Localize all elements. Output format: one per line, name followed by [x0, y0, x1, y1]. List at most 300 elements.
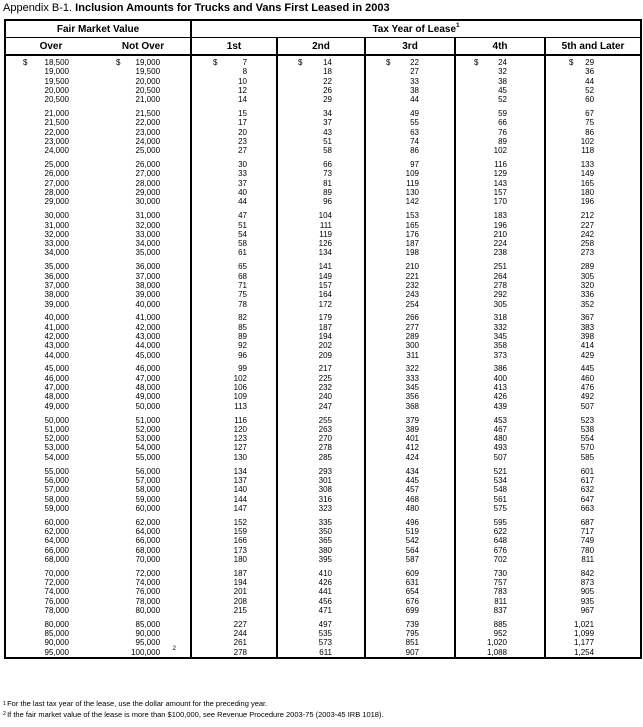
column-header-1st: 1st	[191, 38, 277, 56]
cell-value: 221	[405, 271, 420, 281]
cell-value: 39,000	[135, 290, 161, 300]
cell-value: 147	[233, 503, 248, 513]
cell-value: 43,000	[135, 331, 161, 341]
cell-value: 45,000	[135, 350, 161, 360]
table-cell	[277, 360, 365, 374]
table-cell	[545, 648, 641, 658]
cell-value: 1,177	[574, 638, 595, 648]
cell-value: 368	[405, 401, 420, 411]
cell-value: 20,500	[135, 85, 161, 95]
column-header-3rd: 3rd	[365, 38, 455, 56]
cell-value: 55,000	[135, 452, 161, 462]
cell-value: 468	[405, 494, 420, 504]
table-cell	[5, 55, 96, 67]
table-cell	[191, 272, 277, 281]
table-cell	[545, 179, 641, 188]
table-cell	[191, 207, 277, 221]
cell-value: 127	[233, 443, 248, 453]
table-cell	[96, 128, 191, 137]
table-cell	[5, 425, 96, 434]
cell-value: 32,000	[135, 220, 161, 230]
cell-value: 453	[493, 415, 508, 425]
table-row	[5, 383, 641, 392]
cell-value: 58,000	[44, 494, 69, 504]
cell-value: 676	[405, 596, 420, 606]
cell-value: 43	[323, 127, 333, 137]
cell-value: 434	[405, 466, 420, 476]
not-over-footnote-marker: 2	[172, 645, 177, 652]
cell-value: 89	[498, 136, 508, 146]
cell-value: 676	[493, 545, 508, 555]
table-cell	[5, 77, 96, 86]
table-cell	[96, 207, 191, 221]
cell-value: 86	[410, 146, 420, 156]
table-cell	[191, 485, 277, 494]
table-row	[5, 239, 641, 248]
table-cell	[545, 606, 641, 615]
table-cell	[365, 578, 455, 587]
cell-value: 64,000	[44, 536, 69, 546]
table-cell	[545, 188, 641, 197]
table-cell	[5, 332, 96, 341]
table-cell	[191, 392, 277, 401]
cell-value: 278	[318, 443, 333, 453]
cell-value: 141	[318, 262, 333, 272]
table-cell	[545, 476, 641, 485]
table-cell	[277, 555, 365, 564]
cell-value: 480	[405, 503, 420, 513]
table-cell	[96, 476, 191, 485]
cell-value: 227	[233, 619, 248, 629]
table-cell	[277, 425, 365, 434]
table-cell	[455, 55, 545, 67]
cell-value: 548	[493, 485, 508, 495]
cell-value: 123	[233, 434, 248, 444]
cell-value: 285	[318, 452, 333, 462]
cell-value: 52	[585, 85, 595, 95]
table-row	[5, 587, 641, 596]
table-cell	[191, 146, 277, 155]
cell-value: 585	[580, 452, 595, 462]
table-cell	[455, 555, 545, 564]
table-cell	[277, 578, 365, 587]
cell-value: 96	[238, 350, 248, 360]
cell-value: 445	[580, 364, 595, 374]
cell-value: 224	[493, 239, 508, 249]
table-cell	[191, 513, 277, 527]
table-cell	[5, 272, 96, 281]
cell-value: 780	[580, 545, 595, 555]
table-cell	[5, 485, 96, 494]
table-cell	[96, 546, 191, 555]
cell-value: 66	[323, 160, 333, 170]
table-cell	[5, 290, 96, 299]
table-cell	[277, 137, 365, 146]
header-columns-row	[5, 38, 641, 56]
cell-value: 32,000	[44, 229, 69, 239]
table-cell	[277, 443, 365, 452]
table-cell	[277, 476, 365, 485]
table-row	[5, 332, 641, 341]
table-cell	[277, 188, 365, 197]
table-cell	[5, 383, 96, 392]
cell-value: 134	[233, 466, 248, 476]
cell-value: 535	[318, 629, 333, 639]
cell-value: 811	[581, 554, 595, 564]
cell-value: 333	[405, 373, 420, 383]
cell-value: 64,000	[135, 527, 161, 536]
cell-value: 40,000	[44, 313, 69, 323]
table-cell	[277, 248, 365, 257]
table-cell	[365, 67, 455, 76]
table-cell	[96, 485, 191, 494]
cell-value: 89	[323, 188, 333, 198]
table-cell	[365, 55, 455, 67]
cell-value: 358	[493, 341, 508, 351]
table-cell	[191, 615, 277, 629]
cell-value: 601	[580, 466, 595, 476]
table-cell	[5, 95, 96, 104]
cell-value: 564	[405, 545, 420, 555]
table-cell	[191, 443, 277, 452]
table-cell	[96, 434, 191, 443]
cell-value: 66	[498, 118, 508, 128]
table-cell	[365, 425, 455, 434]
table-cell	[365, 137, 455, 146]
cell-value: 48,000	[44, 392, 69, 402]
table-cell	[5, 453, 96, 462]
table-cell	[365, 341, 455, 350]
cell-value: 47	[238, 211, 248, 221]
cell-value: 37,000	[44, 280, 69, 290]
table-cell	[365, 300, 455, 309]
table-cell	[545, 485, 641, 494]
table-cell	[5, 638, 96, 647]
cell-value: 34	[323, 109, 333, 119]
cell-value: 365	[318, 536, 333, 546]
table-cell	[5, 597, 96, 606]
cell-value: 202	[318, 341, 333, 351]
table-cell	[455, 425, 545, 434]
cell-value: 60	[585, 95, 595, 105]
table-cell	[365, 230, 455, 239]
cell-value: 20	[238, 127, 248, 137]
table-cell	[365, 546, 455, 555]
table-cell	[191, 629, 277, 638]
table-cell	[455, 197, 545, 206]
cell-value: 89	[238, 331, 248, 341]
table-cell	[5, 513, 96, 527]
cell-value: 86	[585, 127, 595, 137]
cell-value: 757	[493, 578, 508, 588]
cell-value: 521	[493, 466, 508, 476]
table-cell	[5, 606, 96, 615]
table-row	[5, 77, 641, 86]
table-cell	[96, 597, 191, 606]
table-cell	[5, 402, 96, 411]
cell-value: 44,000	[44, 350, 69, 360]
table-cell	[5, 495, 96, 504]
cell-value: 159	[233, 527, 248, 536]
table-cell	[5, 137, 96, 146]
column-header-2nd: 2nd	[277, 38, 365, 56]
cell-value: 460	[580, 373, 595, 383]
cell-value: 140	[233, 485, 248, 495]
table-cell	[455, 629, 545, 638]
table-cell	[191, 587, 277, 596]
table-cell	[277, 239, 365, 248]
cell-value: 30,000	[135, 197, 161, 207]
table-cell	[277, 128, 365, 137]
cell-value: 45,000	[44, 364, 69, 374]
cell-value: 456	[318, 596, 333, 606]
table-cell	[191, 648, 277, 658]
table-cell	[365, 309, 455, 323]
table-cell	[455, 300, 545, 309]
table-cell	[365, 536, 455, 545]
cell-value: 34,000	[135, 239, 161, 249]
table-row	[5, 104, 641, 118]
table-cell	[455, 281, 545, 290]
cell-value: 400	[493, 373, 508, 383]
table-cell	[455, 578, 545, 587]
cell-value: 165	[580, 178, 595, 188]
cell-value: 383	[580, 322, 595, 332]
cell-value: 27,000	[44, 178, 69, 188]
cell-value: 1,099	[574, 629, 595, 639]
cell-value: 33,000	[44, 239, 69, 249]
table-row	[5, 425, 641, 434]
cell-value: 471	[318, 605, 333, 615]
cell-value: 311	[406, 350, 420, 360]
cell-value: 622	[493, 527, 508, 536]
table-row	[5, 351, 641, 360]
cell-value: 380	[318, 545, 333, 555]
table-row	[5, 615, 641, 629]
cell-value: 238	[493, 248, 508, 258]
cell-value: 292	[493, 290, 508, 300]
cell-value: 76	[498, 127, 508, 137]
cell-value: 102	[580, 136, 595, 146]
table-cell	[545, 290, 641, 299]
table-cell	[545, 221, 641, 230]
table-cell	[277, 281, 365, 290]
cell-value: 165	[405, 220, 420, 230]
table-cell	[365, 281, 455, 290]
cell-value: 32	[498, 67, 508, 77]
table-cell	[5, 156, 96, 170]
table-row	[5, 629, 641, 638]
cell-value: 22,000	[135, 118, 161, 128]
table-cell	[545, 555, 641, 564]
table-cell	[277, 638, 365, 647]
cell-value: 492	[580, 392, 595, 402]
cell-value: 851	[405, 638, 420, 648]
table-cell	[455, 648, 545, 658]
table-cell	[5, 197, 96, 206]
cell-value: 143	[493, 178, 508, 188]
cell-value: 46,000	[44, 373, 69, 383]
cell-value: 426	[318, 578, 333, 588]
cell-value: 493	[493, 443, 508, 453]
table-cell	[191, 351, 277, 360]
table-cell	[545, 495, 641, 504]
table-cell	[96, 300, 191, 309]
table-cell	[455, 221, 545, 230]
cell-value: 21,500	[44, 118, 69, 128]
footnote-1-marker: 1	[3, 700, 7, 707]
table-cell	[191, 230, 277, 239]
cell-value: 208	[233, 596, 248, 606]
table-cell	[191, 290, 277, 299]
cell-value: 194	[233, 578, 248, 588]
cell-value: 30	[238, 160, 248, 170]
cell-value: 717	[580, 527, 595, 536]
table-cell	[365, 374, 455, 383]
cell-value: 967	[580, 605, 595, 615]
cell-value: 22,000	[44, 127, 69, 137]
table-cell	[545, 527, 641, 536]
cell-value: 97	[410, 160, 420, 170]
table-cell	[277, 402, 365, 411]
table-cell	[455, 323, 545, 332]
table-cell	[191, 258, 277, 272]
cell-value: 80,000	[44, 619, 69, 629]
table-cell	[96, 118, 191, 127]
table-cell	[191, 546, 277, 555]
cell-value: 40,000	[135, 299, 161, 309]
table-cell	[96, 536, 191, 545]
table-cell	[365, 169, 455, 178]
table-cell	[277, 546, 365, 555]
table-cell	[455, 179, 545, 188]
table-cell	[365, 606, 455, 615]
table-row	[5, 179, 641, 188]
table-cell	[455, 443, 545, 452]
table-row	[5, 323, 641, 332]
cell-value: 51,000	[44, 424, 69, 434]
table-cell	[455, 258, 545, 272]
cell-value: 19,500	[135, 67, 161, 77]
table-cell	[545, 434, 641, 443]
table-cell	[277, 504, 365, 513]
table-row	[5, 156, 641, 170]
table-cell	[96, 513, 191, 527]
cell-value: 119	[319, 229, 333, 239]
table-cell	[545, 104, 641, 118]
table-cell	[96, 258, 191, 272]
table-cell	[545, 55, 641, 67]
table-cell	[545, 77, 641, 86]
table-cell	[96, 443, 191, 452]
table-cell	[191, 77, 277, 86]
cell-value: 42,000	[44, 331, 69, 341]
cell-value: 232	[405, 280, 420, 290]
cell-value: 278	[493, 280, 508, 290]
cell-value: 264	[493, 271, 508, 281]
table-cell	[191, 597, 277, 606]
table-row	[5, 434, 641, 443]
table-cell	[5, 629, 96, 638]
table-cell	[455, 104, 545, 118]
table-cell	[365, 462, 455, 476]
cell-value: 21,500	[135, 109, 161, 119]
cell-value: 90,000	[135, 629, 161, 639]
cell-value: 1,021	[574, 619, 595, 629]
cell-value: 20,000	[44, 85, 69, 95]
cell-value: 35,000	[135, 248, 161, 258]
cell-value: 27,000	[135, 169, 161, 179]
table-cell	[455, 332, 545, 341]
cell-value: 8	[242, 67, 248, 77]
cell-value: 48,000	[135, 383, 161, 393]
table-cell	[5, 188, 96, 197]
cell-value: 78,000	[135, 596, 161, 606]
cell-value: 49,000	[135, 392, 161, 402]
cell-value: 1,088	[486, 647, 508, 657]
table-row	[5, 555, 641, 564]
cell-value: 61	[238, 248, 248, 258]
table-cell	[191, 374, 277, 383]
cell-value: 305	[580, 271, 595, 281]
cell-value: 70,000	[44, 568, 69, 578]
cell-value: 96	[323, 197, 333, 207]
table-cell	[96, 104, 191, 118]
cell-value: 702	[493, 554, 508, 564]
cell-value: 65	[238, 262, 248, 272]
cell-value: 35,000	[44, 262, 69, 272]
table-cell	[365, 323, 455, 332]
cell-value: 22	[323, 76, 333, 86]
table-cell	[365, 332, 455, 341]
table-cell	[545, 546, 641, 555]
cell-value: 130	[233, 452, 248, 462]
cell-value: 46,000	[135, 364, 161, 374]
dollar-sign: $	[474, 58, 479, 67]
table-row	[5, 513, 641, 527]
table-cell	[545, 146, 641, 155]
table-cell	[277, 179, 365, 188]
cell-value: 336	[580, 290, 595, 300]
table-cell	[545, 402, 641, 411]
table-cell	[96, 527, 191, 536]
cell-value: 142	[405, 197, 420, 207]
table-cell	[96, 629, 191, 638]
table-cell	[277, 392, 365, 401]
table-cell	[5, 462, 96, 476]
table-row	[5, 188, 641, 197]
table-row	[5, 207, 641, 221]
table-cell	[96, 309, 191, 323]
cell-value: 52	[498, 95, 508, 105]
cell-value: 424	[405, 452, 420, 462]
table-cell	[455, 290, 545, 299]
cell-value: 172	[318, 299, 333, 309]
header-group-row	[5, 20, 641, 38]
table-cell	[455, 95, 545, 104]
cell-value: 56,000	[135, 466, 161, 476]
cell-value: 78,000	[44, 605, 69, 615]
cell-value: 75	[585, 118, 595, 128]
cell-value: 187	[318, 322, 333, 332]
cell-value: 34,000	[44, 248, 69, 258]
table-cell	[277, 309, 365, 323]
table-cell	[545, 197, 641, 206]
cell-value: 58,000	[135, 485, 161, 495]
cell-value: 289	[580, 262, 595, 272]
table-cell	[5, 248, 96, 257]
table-cell	[191, 564, 277, 578]
